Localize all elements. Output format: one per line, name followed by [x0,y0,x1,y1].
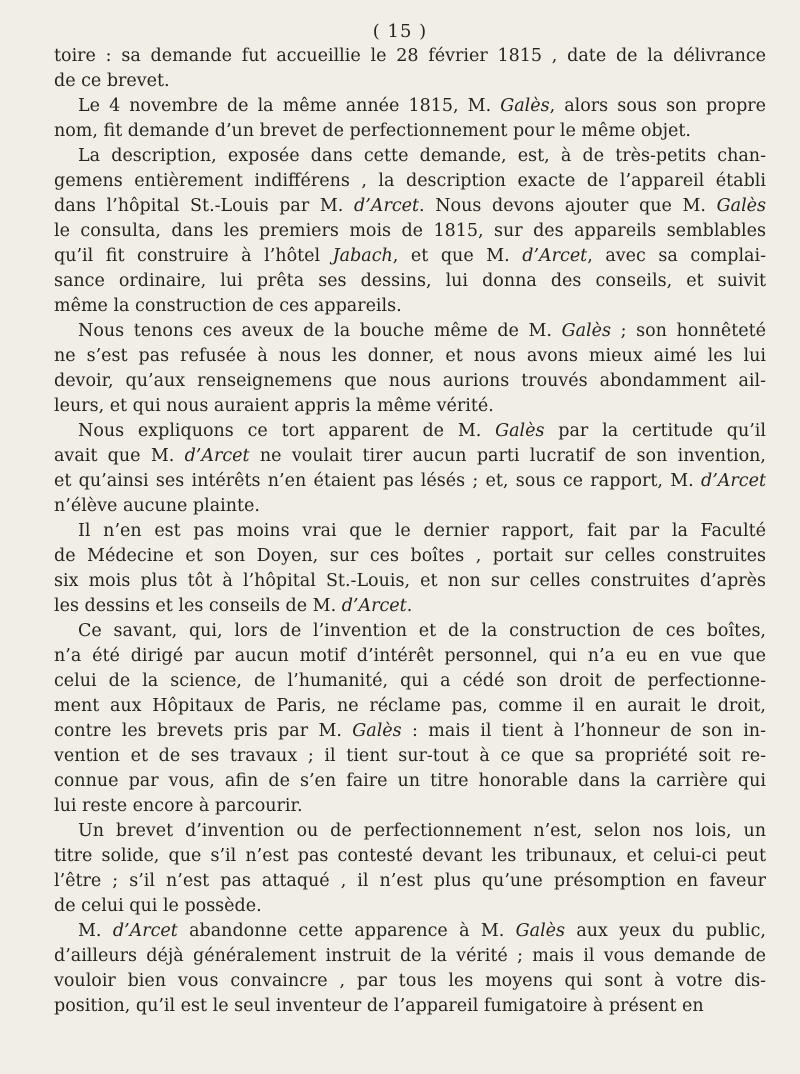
text-line: La description, exposée dans cette demande, est, à de très-petits chan- [78,146,766,166]
paragraph [54,94,766,144]
text-line: toire : sa demande fut accueillie le 28 février 1815 , date de la délivrance [54,46,766,66]
text-line: vention et de ses travaux ; il tient sur-tout à ce que sa propriété soit re- [54,746,766,766]
text-line: nom, fit demande d’un brevet de perfectionnement pour le même objet. [54,121,691,141]
body-text [54,44,766,1019]
text-line: position, qu’il est le seul inventeur de l’appareil fumigatoire à présent en [54,996,704,1016]
text-line: connue par vous, afin de s’en faire un titre honorable dans la carrière qui [54,771,766,791]
text-line: ne s’est pas refusée à nous les donner, et nous avons mieux aimé les lui [54,346,766,366]
text-line: lui reste encore à parcourir. [54,796,303,816]
text-line: même la construction de ces appareils. [54,296,402,316]
paragraph [54,519,766,619]
paragraph [54,419,766,519]
text-line: d’ailleurs déjà généralement instruit de la vérité ; mais il vous demande de [54,946,766,966]
text-line: M. d’Arcet abandonne cette apparence à M. Galès aux yeux du public, [78,921,766,941]
text-line: qu’il fit construire à l’hôtel Jabach, et que M. d’Arcet, avec sa complai- [54,246,766,266]
paragraph [54,44,766,94]
text-line: le consulta, dans les premiers mois de 1815, sur des appareils semblables [54,221,766,241]
page-number: ( 15 ) [372,21,428,42]
text-line: n’a été dirigé par aucun motif d’intérêt personnel, qui n’a eu en vue que [54,646,766,666]
text-line: l’être ; s’il n’est pas attaqué , il n’est plus qu’une présomption en faveur [54,871,766,891]
text-line: devoir, qu’aux renseignemens que nous aurions trouvés abondamment ail- [54,371,766,391]
text-line: et qu’ainsi ses intérêts n’en étaient pas lésés ; et, sous ce rapport, M. d’Arcet [54,471,766,491]
text-line: leurs, et qui nous auraient appris la même vérité. [54,396,494,416]
paragraph [54,144,766,319]
text-line: ment aux Hôpitaux de Paris, ne réclame pas, comme il en aurait le droit, [54,696,766,716]
text-line: dans l’hôpital St.-Louis par M. d’Arcet. Nous devons ajouter que M. Galès [54,196,766,216]
text-line: Ce savant, qui, lors de l’invention et de la construction de ces boîtes, [78,621,766,641]
text-line: titre solide, que s’il n’est pas contesté devant les tribunaux, et celui-ci peut [54,846,766,866]
text-line: six mois plus tôt à l’hôpital St.-Louis, et non sur celles construites d’après [54,571,766,591]
paragraph [54,319,766,419]
text-line: de Médecine et son Doyen, sur ces boîtes , portait sur celles construites [54,546,766,566]
text-line: contre les brevets pris par M. Galès : mais il tient à l’honneur de son in- [54,721,766,741]
text-line: celui de la science, de l’humanité, qui a cédé son droit de perfectionne- [54,671,766,691]
text-line: sance ordinaire, lui prêta ses dessins, lui donna des conseils, et suivit [54,271,766,291]
text-line: Nous tenons ces aveux de la bouche même de M. Galès ; son honnêteté [78,321,766,341]
text-line: de celui qui le possède. [54,896,262,916]
text-line: Un brevet d’invention ou de perfectionnement n’est, selon nos lois, un [78,821,766,841]
text-line: les dessins et les conseils de M. d’Arcet. [54,596,413,616]
text-line: gemens entièrement indifférens , la description exacte de l’appareil établi [54,171,766,191]
text-line: vouloir bien vous convaincre , par tous les moyens qui sont à votre dis- [54,971,766,991]
text-line: de ce brevet. [54,71,170,91]
paragraph [54,619,766,819]
text-line: avait que M. d’Arcet ne voulait tirer aucun parti lucratif de son invention, [54,446,766,466]
paragraph [54,819,766,919]
paragraph [54,919,766,1019]
text-line: n’élève aucune plainte. [54,496,260,516]
text-line: Le 4 novembre de la même année 1815, M. Galès, alors sous son propre [78,96,766,116]
text-line: Nous expliquons ce tort apparent de M. Galès par la certitude qu’il [78,421,766,441]
text-line: Il n’en est pas moins vrai que le dernier rapport, fait par la Faculté [78,521,766,541]
